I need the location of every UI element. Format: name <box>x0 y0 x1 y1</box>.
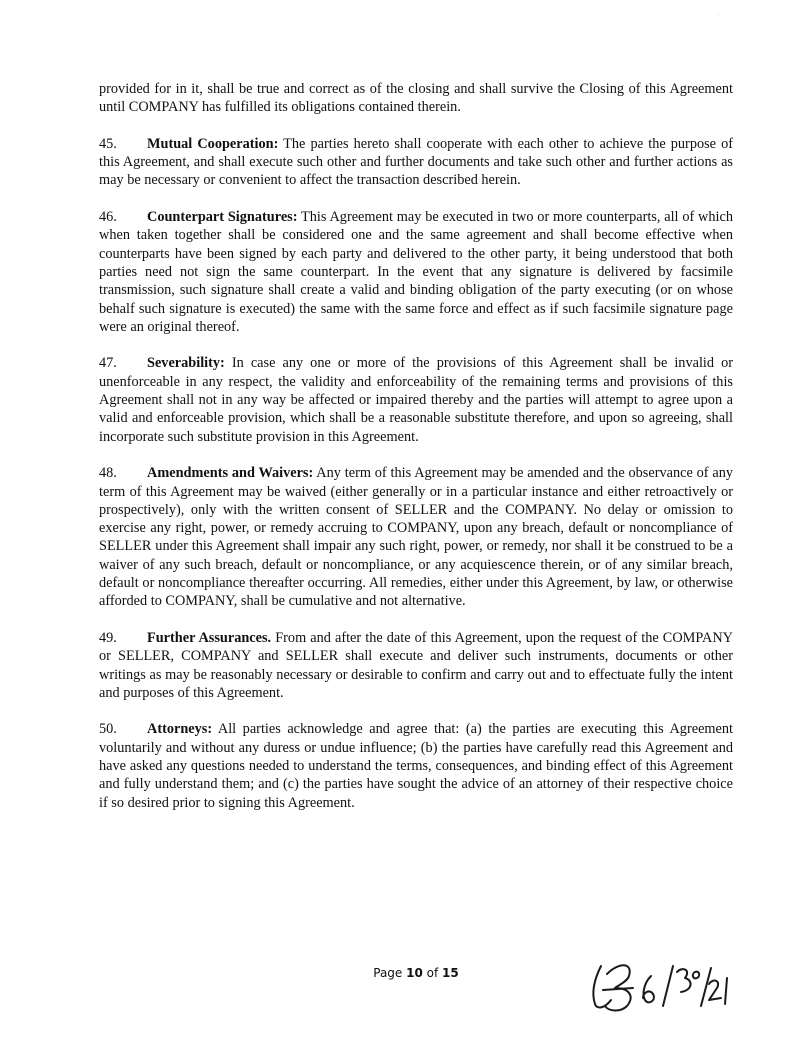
section-45 <box>99 135 733 190</box>
section-text: This Agreement may be executed in two or more counterparts, all of which when taken together shall be considered one and the same agreement and shall become effective when counterparts have been signed by each party and delivered to the other party, it being understood that both parties need not sign the same counterpart. In the event that any signature is delivered by facsimile transmission, such signature shall create a valid and binding obligation of the party executing (or on whose behalf such signature is executed) the same with the same force and effect as if such facsimile signature page were an original thereof. <box>99 209 733 335</box>
section-number: 47. <box>99 355 117 372</box>
page-current: 10 <box>406 966 423 980</box>
section-47 <box>99 354 733 445</box>
section-heading: Attorneys: <box>147 721 213 738</box>
handwritten-signature <box>585 948 735 1020</box>
page-of: of <box>422 966 443 980</box>
section-48 <box>99 464 733 610</box>
page-total: 15 <box>442 966 459 980</box>
section-heading: Counterpart Signatures: <box>147 209 298 226</box>
section-text: From and after the date of this Agreement, upon the request of the COMPANY or SELLER, COMPANY and SELLER shall execute and deliver such instruments, documents or other writings as may be reasonably necessary or desirable to confirm and carry out and to effectuate fully the intent and purposes of this Agreement. <box>99 629 733 701</box>
section-46 <box>99 208 733 336</box>
section-heading: Further Assurances. <box>147 629 272 646</box>
section-heading: Amendments and Waivers: <box>147 465 314 482</box>
section-number: 49. <box>99 629 117 646</box>
corner-mark: · <box>717 12 719 18</box>
page-label: Page <box>373 966 407 980</box>
intro-paragraph: provided for in it, shall be true and correct as of the closing and shall survive the Closing of this Agreement until COMPANY has fulfilled its obligations contained therein. <box>99 81 733 116</box>
section-number: 48. <box>99 465 117 482</box>
section-text: The parties hereto shall cooperate with each other to achieve the purpose of this Agreement, and shall execute such other and further documents and take such other and further actions as may be necessary or convenient to affect the transaction described herein. <box>99 135 734 189</box>
section-text: All parties acknowledge and agree that: (a) the parties are executing this Agreement voluntarily and without any duress or undue influence; (b) the parties have carefully read this Agreement and have asked any questions needed to understand the terms, consequences, and binding effect of this Agreement and fully understand them; and (c) the parties have sought the advice of an attorney of their respective choice if so desired prior to signing this Agreement. <box>99 721 733 811</box>
section-number: 45. <box>99 135 117 152</box>
section-number: 46. <box>99 209 117 226</box>
section-heading: Mutual Cooperation: <box>147 135 279 152</box>
section-number: 50. <box>99 721 117 738</box>
section-50 <box>99 720 733 811</box>
section-49 <box>99 629 733 702</box>
section-heading: Severability: <box>147 355 225 372</box>
section-text: In case any one or more of the provisions of this Agreement shall be invalid or unenforceable in any respect, the validity and enforceability of the remaining terms and provisions of this Agreement shall not in any way be affected or impaired thereby and the parties will attempt to agree upon a valid and enforceable provision, which shall be a reasonable substitute therefore, and upon so agreeing, shall incorporate such substitute provision in this Agreement. <box>99 355 733 445</box>
section-text: Any term of this Agreement may be amended and the observance of any term of this Agreement may be waived (either generally or in a particular instance and either retroactively or prospectively), only with the written consent of SELLER and the COMPANY. No delay or omission to exercise any right, power, or remedy accruing to COMPANY, upon any breach, default or noncompliance of SELLER under this Agreement shall impair any such right, power, or remedy, nor shall it be construed to be a waiver of any such breach, default or noncompliance, or any acquiescence therein, or of any similar breach, default or noncompliance thereafter occurring. All remedies, either under this Agreement, by law, or otherwise afforded to COMPANY, shall be cumulative and not alternative. <box>99 465 734 610</box>
document-body <box>99 80 733 830</box>
